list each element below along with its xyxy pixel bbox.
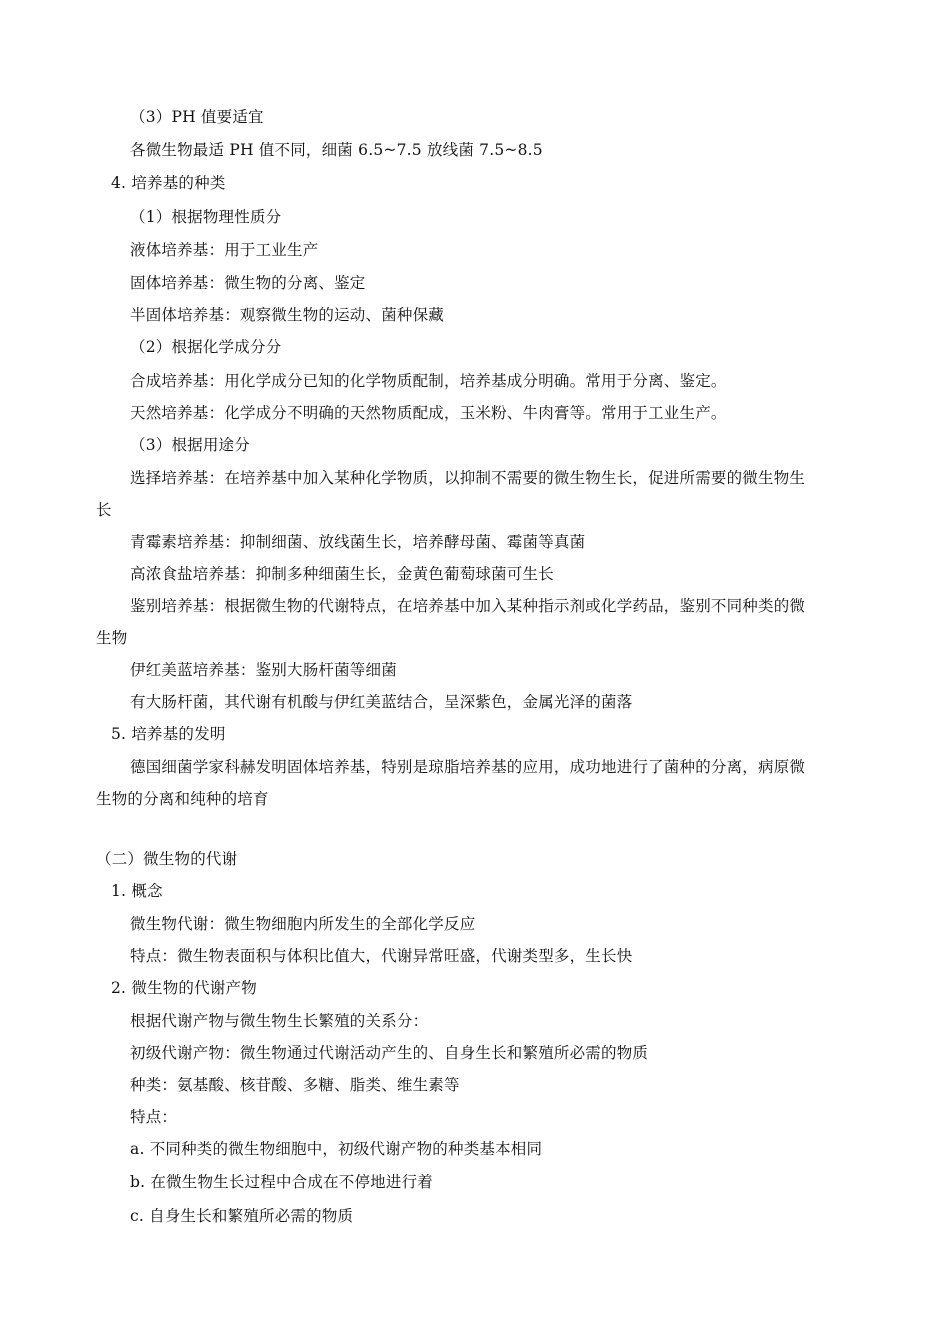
chapter-heading-metabolism: （二）微生物的代谢 [96,850,238,868]
paragraph-salt-medium: 高浓食盐培养基：抑制多种细菌生长，金黄色葡萄球菌可生长 [130,565,554,583]
section-heading-concept: 1. 概念 [111,882,163,900]
paragraph-liquid-medium: 液体培养基：用于工业生产 [130,241,319,259]
paragraph-emb-medium: 伊红美蓝培养基：鉴别大肠杆菌等细菌 [130,661,397,679]
section-heading-medium-types: 4. 培养基的种类 [111,174,226,192]
list-item-c: c. 自身生长和繁殖所必需的物质 [130,1207,354,1225]
paragraph-metabolism-features: 特点：微生物表面积与体积比值大，代谢异常旺盛，代谢类型多，生长快 [130,947,633,965]
paragraph-koch: 德国细菌学家科赫发明固体培养基，特别是琼脂培养基的应用，成功地进行了菌种的分离，病原微 [130,758,806,776]
paragraph-penicillin-medium: 青霉素培养基：抑制细菌、放线菌生长，培养酵母菌、霉菌等真菌 [130,533,586,551]
paragraph-metabolism-def: 微生物代谢：微生物细胞内所发生的全部化学反应 [130,915,476,933]
paragraph-semisolid-medium: 半固体培养基：观察微生物的运动、菌种保藏 [130,306,445,324]
paragraph-selective-medium: 选择培养基：在培养基中加入某种化学物质，以抑制不需要的微生物生长，促进所需要的微生物生 [130,469,806,487]
subheading-physical: （1）根据物理性质分 [130,208,282,226]
subheading-chemical: （2）根据化学成分分 [130,338,282,356]
paragraph-koch-cont: 生物的分离和纯种的培育 [96,790,269,808]
section-heading-invention: 5. 培养基的发明 [111,725,226,743]
paragraph-features-label: 特点： [130,1108,178,1126]
list-item-b: b. 在微生物生长过程中合成在不停地进行着 [130,1173,433,1191]
list-item-a: a. 不同种类的微生物细胞中，初级代谢产物的种类基本相同 [130,1140,543,1158]
paragraph-natural-medium: 天然培养基：化学成分不明确的天然物质配成，玉米粉、牛肉膏等。常用于工业生产。 [130,404,727,422]
paragraph-types: 种类：氨基酸、核苷酸、多糖、脂类、维生素等 [130,1076,460,1094]
paragraph-ecoli: 有大肠杆菌，其代谢有机酸与伊红美蓝结合，呈深紫色，金属光泽的菌落 [130,693,633,711]
paragraph-synthetic-medium: 合成培养基：用化学成分已知的化学物质配制，培养基成分明确。常用于分离、鉴定。 [130,372,727,390]
paragraph-solid-medium: 固体培养基：微生物的分离、鉴定 [130,274,366,292]
subheading-usage: （3）根据用途分 [130,436,250,454]
heading-ph: （3）PH 值要适宜 [130,108,264,126]
section-heading-products: 2. 微生物的代谢产物 [111,979,257,997]
paragraph-selective-medium-cont: 长 [96,501,112,519]
paragraph-ph-values: 各微生物最适 PH 值不同，细菌 6.5~7.5 放线菌 7.5~8.5 [130,141,543,159]
paragraph-differential-medium: 鉴别培养基：根据微生物的代谢特点，在培养基中加入某种指示剂或化学药品，鉴别不同种类的微 [130,597,806,615]
paragraph-primary-products: 初级代谢产物：微生物通过代谢活动产生的、自身生长和繁殖所必需的物质 [130,1044,649,1062]
paragraph-differential-medium-cont: 生物 [96,629,128,647]
paragraph-classification: 根据代谢产物与微生物生长繁殖的关系分： [130,1012,429,1030]
